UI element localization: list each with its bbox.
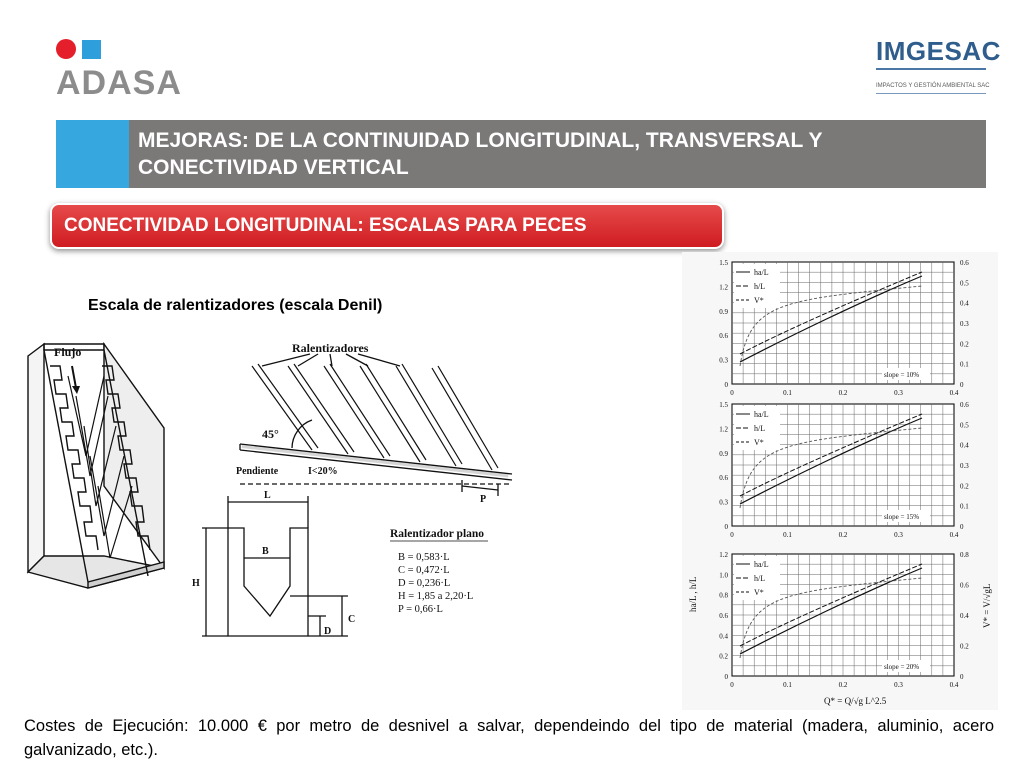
y-tick-label: 0 [724, 523, 728, 531]
slope-label: Pendiente [236, 466, 279, 477]
d-label: D [324, 626, 332, 637]
y-tick-label: 0 [724, 673, 728, 681]
y2-tick-label: 0.3 [960, 462, 969, 470]
legend-label: h/L [754, 282, 766, 291]
legend-label: V* [754, 438, 764, 447]
x-tick-label: 0.1 [783, 389, 792, 397]
h-label: H [192, 578, 200, 589]
y-tick-label: 0.4 [719, 632, 728, 641]
l-label: L [264, 490, 271, 501]
execution-cost-note: Costes de Ejecución: 10.000 € por metro de desnivel a salvar, dependeindo del tipo de material (madera, aluminio, acero galvanizado, etc.). [24, 717, 994, 759]
x-tick-label: 0.3 [894, 389, 903, 397]
baffle-formulas [388, 524, 528, 620]
y2-tick-label: 0.4 [960, 441, 969, 450]
x-tick-label: 0.2 [838, 531, 848, 539]
imgesac-logo [874, 36, 1001, 98]
logo-divider-thin [876, 93, 986, 94]
angle-label: 45° [262, 427, 279, 441]
y2-tick-label: 0.4 [960, 612, 969, 620]
x-tick-label: 0.3 [894, 531, 903, 539]
y2-tick-label: 0.3 [960, 320, 969, 328]
c-label: C [348, 614, 356, 625]
x-tick-label: 0.1 [783, 531, 792, 539]
baffles-label: Ralentizadores [292, 341, 369, 355]
y-tick-label: 0.8 [719, 591, 728, 600]
y2-tick-label: 0.5 [960, 421, 969, 430]
slope-label: slope = 15% [884, 513, 920, 521]
legend-label: V* [754, 588, 764, 597]
formula-h: H = 1,85 a 2,20·L [398, 591, 474, 602]
graph-panel-slope-15 [719, 401, 969, 539]
formula-c: C = 0,472·L [398, 565, 450, 576]
formulas-title: Ralentizador plano [390, 528, 485, 540]
logo-blue-square [82, 40, 101, 59]
adasa-wordmark: ADASA [56, 64, 182, 102]
legend-label: h/L [754, 574, 766, 583]
y-tick-label: 1.2 [719, 425, 728, 434]
y-tick-label: 1.5 [719, 401, 728, 409]
section-title: CONECTIVIDAD LONGITUDINAL: ESCALAS PARA PECES [64, 215, 587, 236]
logo-divider [876, 68, 986, 70]
y2-tick-label: 0 [960, 673, 964, 681]
x-tick-label: 0 [730, 681, 734, 689]
y2-tick-label: 0 [960, 381, 964, 389]
graph-panel-slope-10 [719, 259, 969, 397]
plane-baffle-drawing [190, 486, 370, 646]
adasa-logo [56, 36, 186, 100]
x-tick-label: 0.1 [783, 681, 792, 689]
formula-b: B = 0,583·L [398, 552, 450, 563]
y-tick-label: 0.6 [719, 332, 728, 341]
y2-tick-label: 0.6 [960, 401, 969, 409]
y-tick-label: 1.2 [719, 551, 728, 559]
formula-d: D = 0,236·L [398, 578, 451, 589]
y-tick-label: 0.6 [719, 612, 728, 620]
y2-tick-label: 0.1 [960, 360, 969, 369]
y2-tick-label: 0.6 [960, 259, 969, 267]
legend-label: h/L [754, 424, 766, 433]
x-tick-label: 0.2 [838, 389, 848, 397]
y2-tick-label: 0.4 [960, 299, 969, 308]
header-band [56, 120, 986, 188]
y2-axis-label: V* = V/√gL [982, 583, 992, 628]
y2-tick-label: 0.5 [960, 279, 969, 288]
y-axis-label: ha/L , h/L [688, 576, 698, 612]
imgesac-wordmark: IMGESAC [876, 36, 1001, 66]
baffles-side-view [230, 340, 520, 510]
x-tick-label: 0.4 [949, 389, 959, 397]
b-label: B [262, 546, 269, 557]
denil-channel-illustration [24, 336, 214, 596]
y-tick-label: 0.9 [719, 307, 728, 316]
section-banner [52, 205, 722, 247]
y-tick-label: 0.6 [719, 474, 728, 483]
imgesac-tagline: IMPACTOS Y GESTIÓN AMBIENTAL SAC [876, 83, 990, 89]
y2-tick-label: 0.6 [960, 581, 969, 590]
page-title: MEJORAS: DE LA CONTINUIDAD LONGITUDINAL, TRANSVERSAL Y CONECTIVIDAD VERTICAL [138, 129, 823, 179]
y-tick-label: 0.9 [719, 449, 728, 458]
graph-panel-slope-20 [719, 551, 969, 689]
slope-value: I<20% [308, 466, 338, 477]
x-axis-label: Q* = Q/√g L^2.5 [824, 696, 887, 706]
p-label: P [480, 494, 487, 505]
y-tick-label: 1.2 [719, 283, 728, 292]
legend-label: V* [754, 296, 764, 305]
x-tick-label: 0 [730, 531, 734, 539]
y2-tick-label: 0.2 [960, 340, 969, 349]
x-tick-label: 0.2 [838, 681, 848, 689]
y2-tick-label: 0 [960, 523, 964, 531]
y-tick-label: 0.3 [719, 498, 728, 507]
legend-label: ha/L [754, 268, 769, 277]
y-tick-label: 1.5 [719, 259, 728, 267]
x-tick-label: 0.3 [894, 681, 903, 689]
y-tick-label: 1.0 [719, 571, 728, 580]
flow-label: Flujo [54, 345, 82, 359]
slope-label: slope = 10% [884, 371, 920, 379]
y2-tick-label: 0.2 [960, 642, 969, 651]
y-tick-label: 0 [724, 381, 728, 389]
y-tick-label: 0.2 [719, 652, 728, 661]
y-tick-label: 0.3 [719, 356, 728, 365]
logo-red-dot [56, 39, 76, 59]
legend-label: ha/L [754, 410, 769, 419]
x-tick-label: 0.4 [949, 531, 959, 539]
figure-subtitle: Escala de ralentizadores (escala Denil) [88, 297, 383, 314]
formula-p: P = 0,66·L [398, 604, 443, 615]
legend-label: ha/L [754, 560, 769, 569]
y2-tick-label: 0.1 [960, 502, 969, 511]
header-accent-block [56, 120, 129, 188]
slope-label: slope = 20% [884, 663, 920, 671]
y2-tick-label: 0.2 [960, 482, 969, 491]
y2-tick-label: 0.8 [960, 551, 969, 559]
x-tick-label: 0.4 [949, 681, 959, 689]
x-tick-label: 0 [730, 389, 734, 397]
hydraulic-graphs [682, 252, 998, 710]
